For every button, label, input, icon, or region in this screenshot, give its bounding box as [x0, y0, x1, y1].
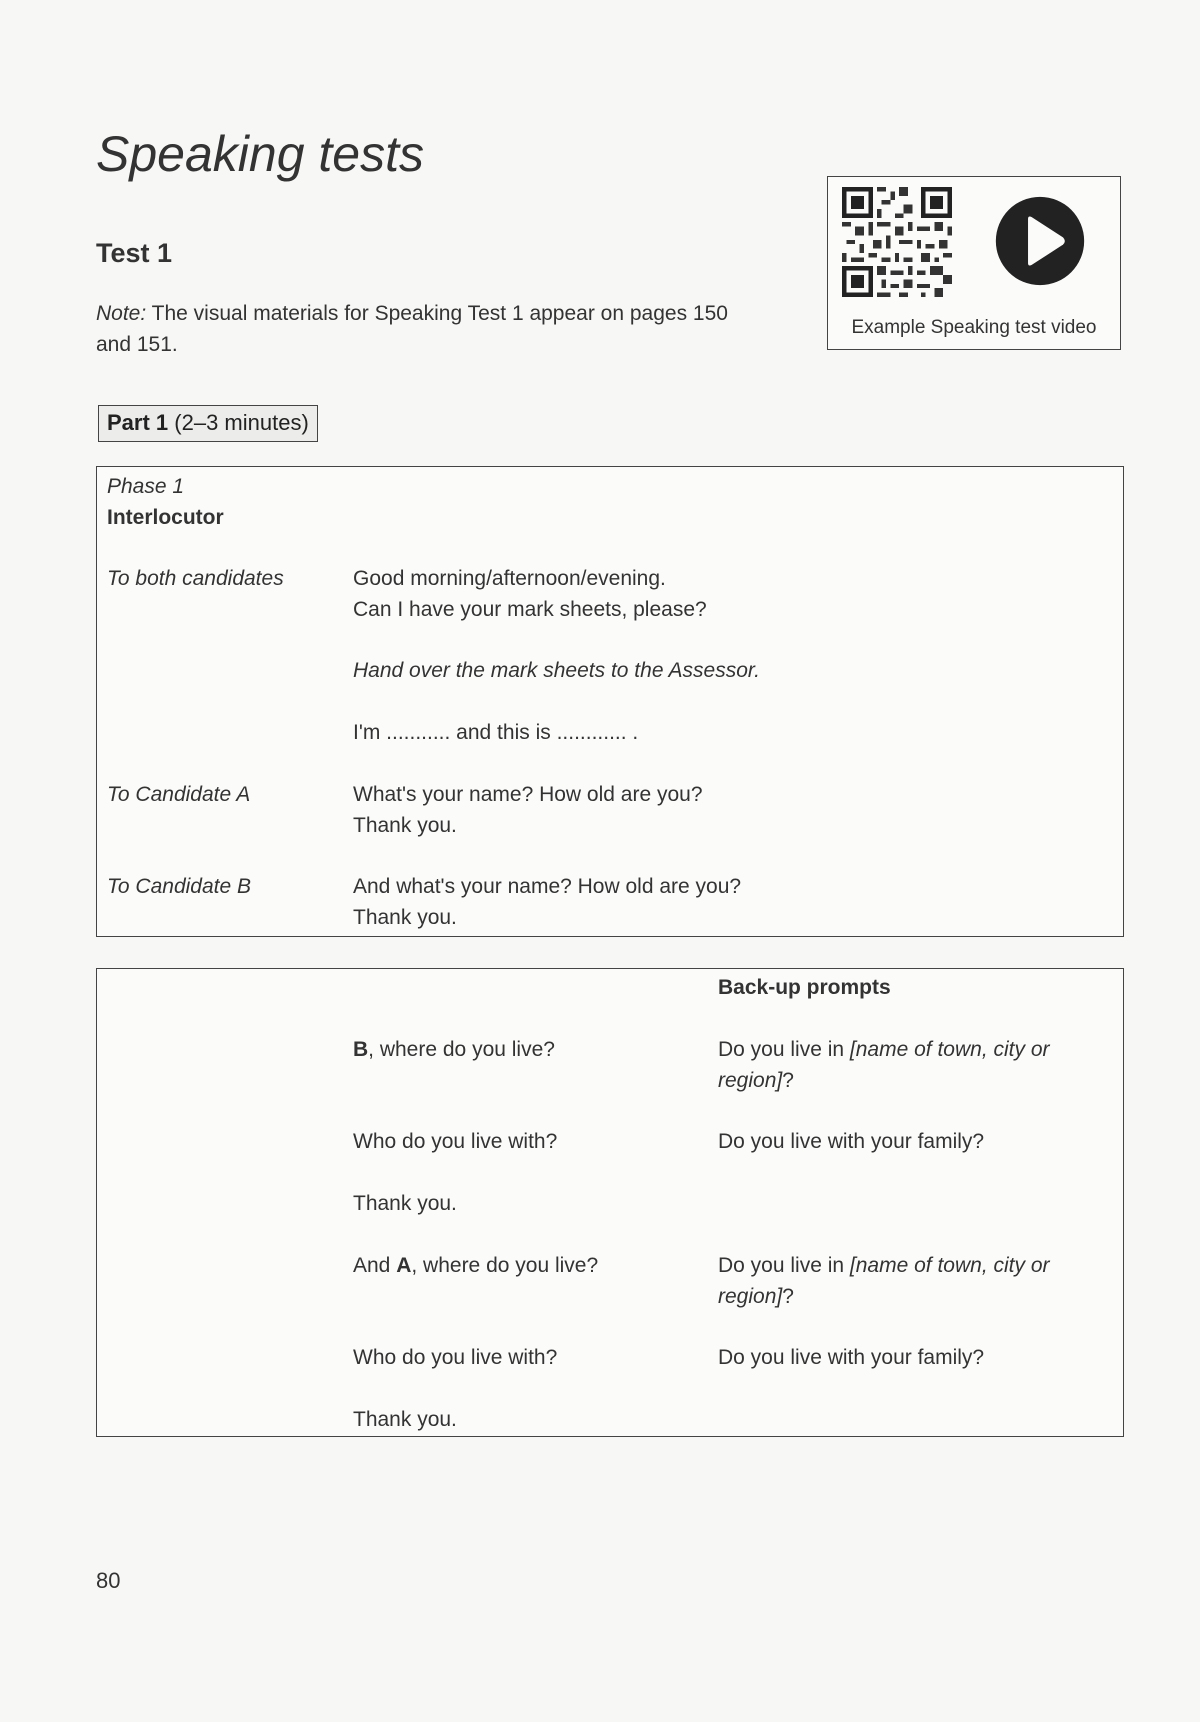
question: Who do you live with?: [353, 1346, 558, 1369]
interlocutor-label: Interlocutor: [107, 506, 224, 529]
script-line: Thank you.: [353, 906, 457, 929]
row-label-candidate-a: To Candidate A: [107, 783, 251, 806]
question: B, where do you live?: [353, 1038, 555, 1061]
qr-code-icon[interactable]: [842, 187, 952, 297]
phase-label: Phase 1: [107, 475, 185, 498]
note-label: Note:: [96, 302, 147, 325]
part-duration: (2–3 minutes): [168, 410, 309, 435]
script-line: Good morning/afternoon/evening.: [353, 567, 666, 590]
row-label-both: To both candidates: [107, 567, 284, 590]
backup-prompt: Do you live with your family?: [718, 1130, 985, 1153]
backup-prompt: Do you live with your family?: [718, 1346, 985, 1369]
script-line: What's your name? How old are you?: [353, 783, 703, 806]
question: Who do you live with?: [353, 1130, 558, 1153]
backup-prompt: Do you live in [name of town, city or region]?: [718, 1254, 1050, 1308]
phase1-box: [96, 466, 1124, 937]
questions-box: [96, 968, 1124, 1437]
script-line: And what's your name? How old are you?: [353, 875, 742, 898]
backup-prompt: Do you live in [name of town, city or region]?: [718, 1038, 1050, 1092]
note: [96, 298, 736, 360]
play-icon[interactable]: [994, 195, 1086, 287]
question: Thank you.: [353, 1408, 457, 1431]
backup-prompts-header: Back-up prompts: [718, 976, 891, 999]
page-number: 80: [96, 1568, 121, 1593]
instruction: Hand over the mark sheets to the Assessor.: [353, 659, 760, 682]
question: And A, where do you live?: [353, 1254, 599, 1277]
page-title: Speaking tests: [96, 126, 424, 182]
question: Thank you.: [353, 1192, 457, 1215]
video-caption: Example Speaking test video: [851, 317, 1097, 338]
script-line: I'm ........... and this is ............ .: [353, 721, 639, 744]
test-heading: Test 1: [96, 238, 173, 268]
note-text: The visual materials for Speaking Test 1 appear on pages 150 and 151.: [96, 302, 728, 356]
script-line: Can I have your mark sheets, please?: [353, 598, 707, 621]
part-title: Part 1: [107, 410, 169, 435]
example-video-link[interactable]: [827, 176, 1121, 350]
script-line: Thank you.: [353, 814, 457, 837]
part-label: [98, 405, 318, 442]
row-label-candidate-b: To Candidate B: [107, 875, 251, 898]
